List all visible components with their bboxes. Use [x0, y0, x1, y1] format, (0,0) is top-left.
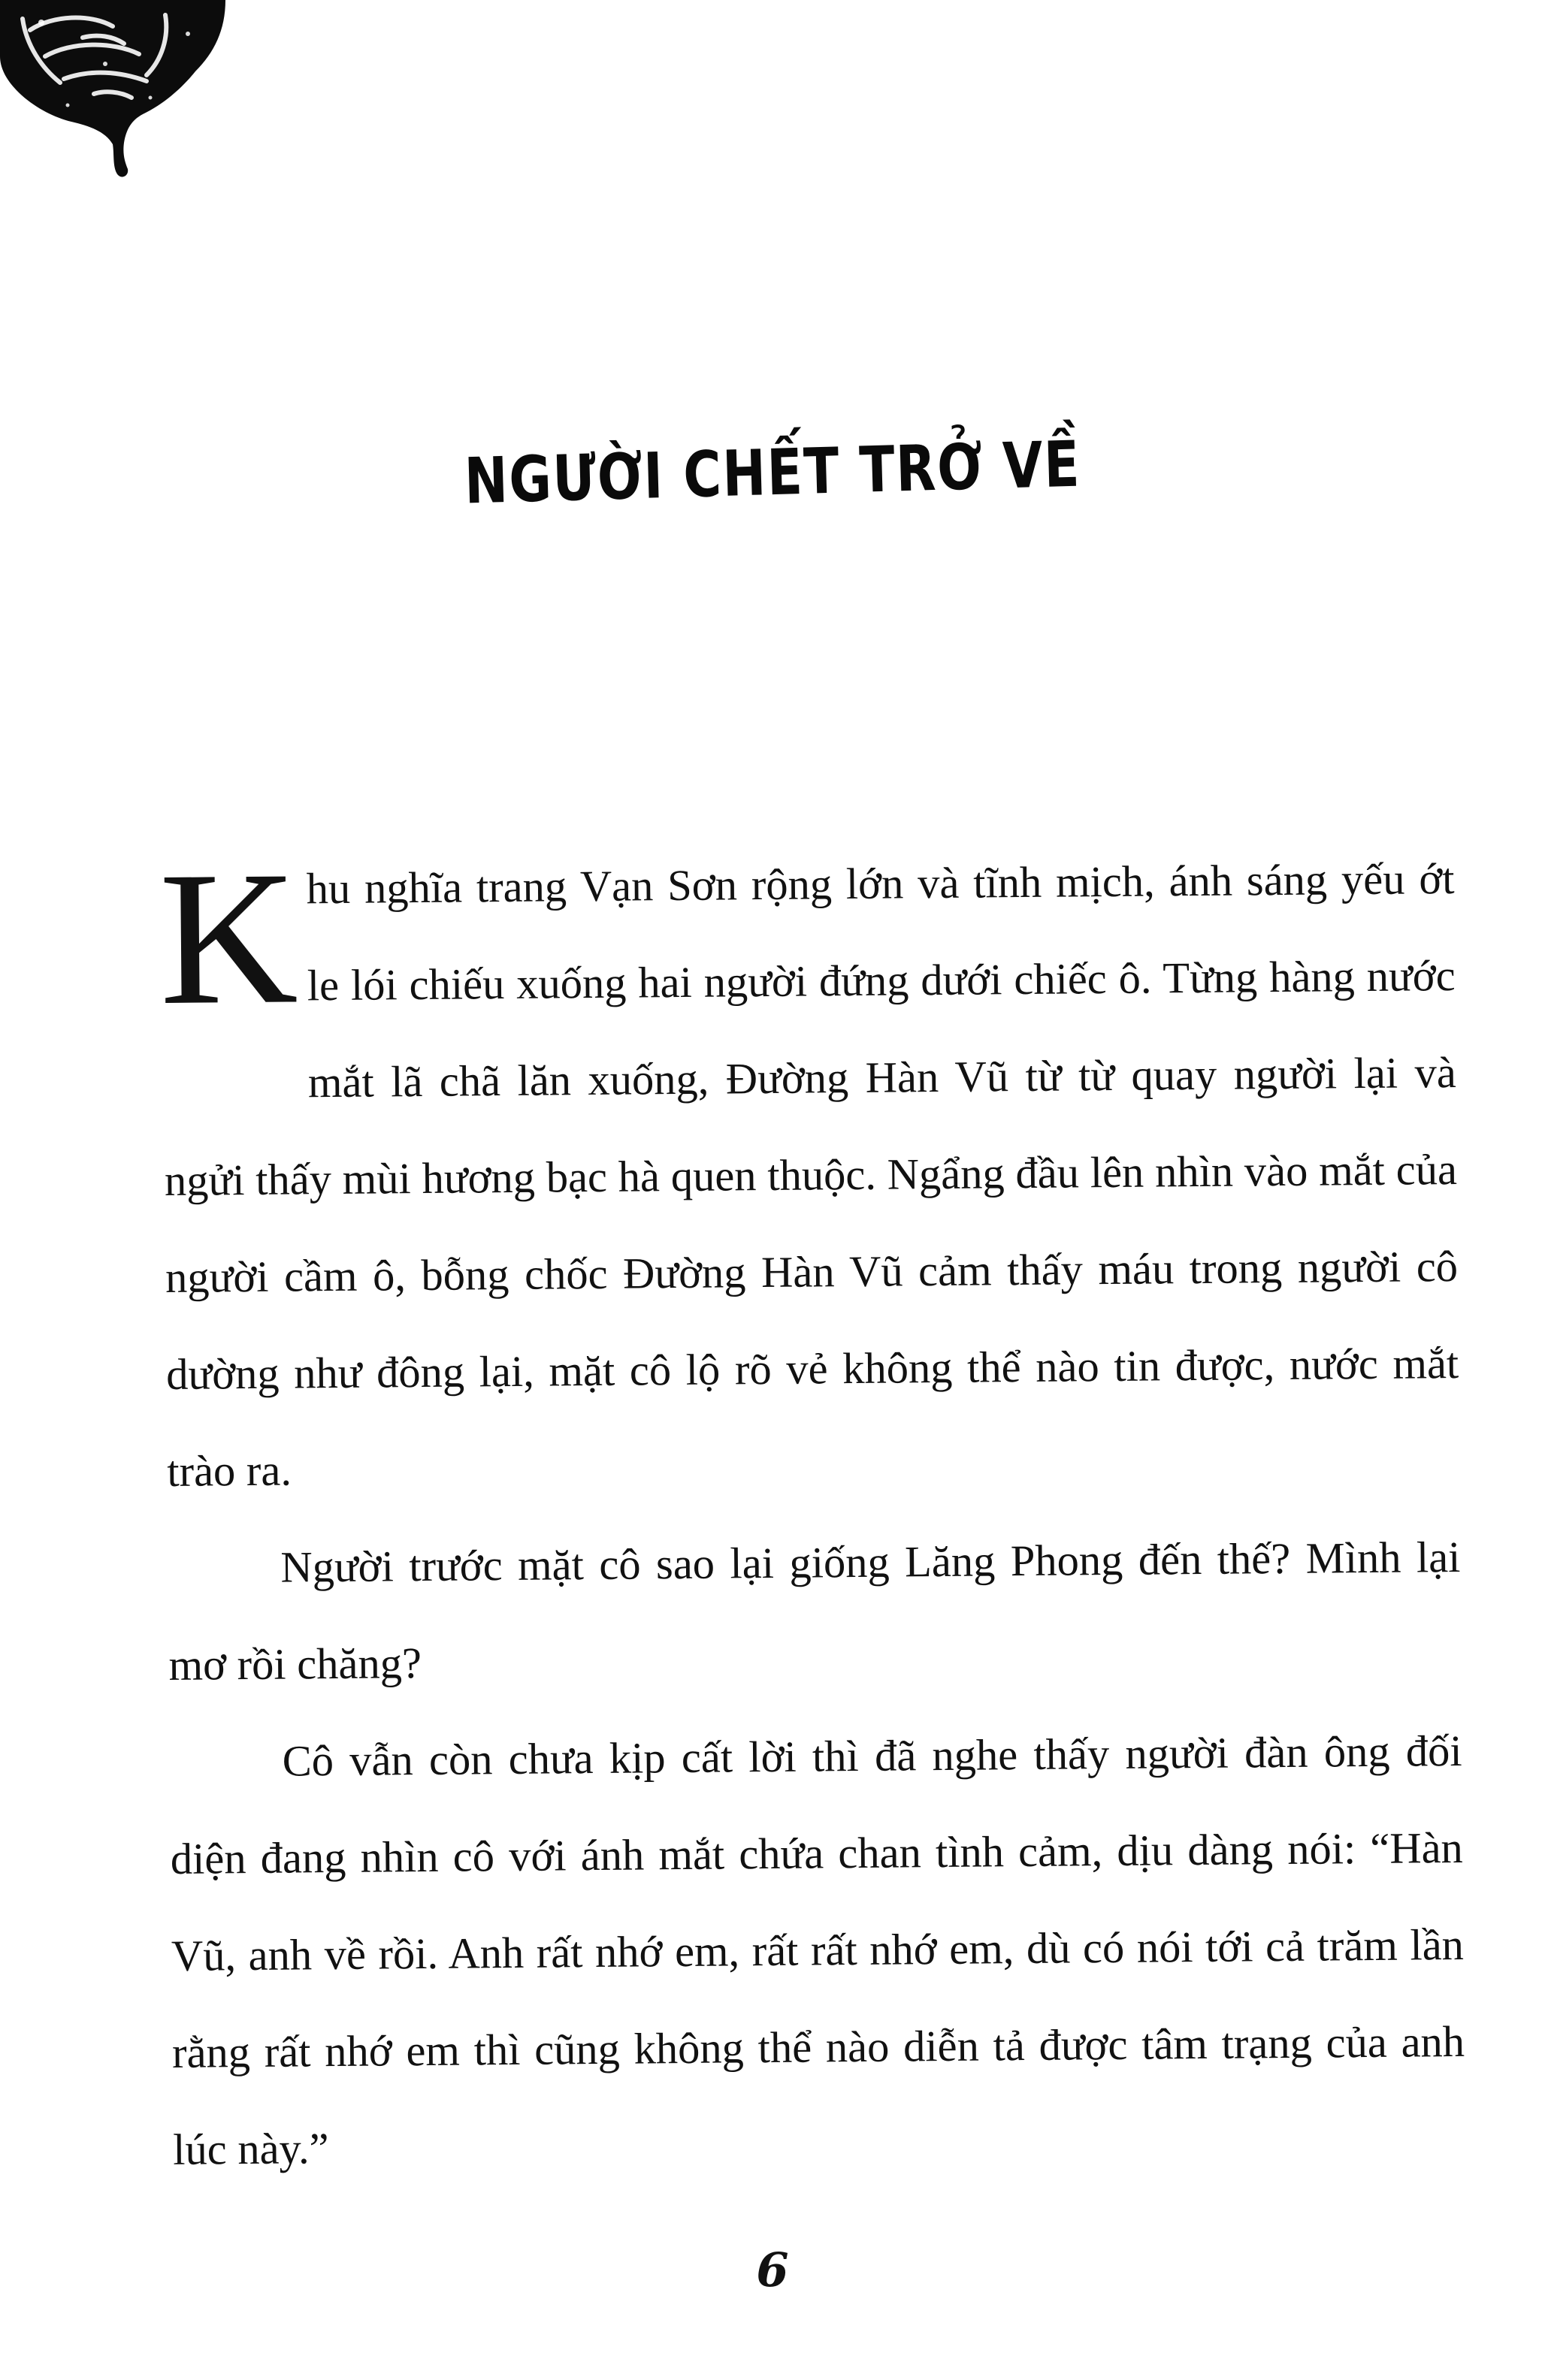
paragraph-1-text: hu nghĩa trang Vạn Sơn rộng lớn và tĩnh mịch, ánh sáng yếu ớt le lói chiếu xuống hai người đứng dưới chiếc ô. Từng hàng nước mắt lã chã lăn xuống, Đường Hàn Vũ từ từ quay người lại và ngửi thấy mùi hương bạc hà quen thuộc. Ngẩng đầu lên nhìn vào mắt của người cầm ô, bỗng chốc Đường Hàn Vũ cảm thấy máu trong người cô dường như đông lại, mặt cô lộ rõ vẻ không thể nào tin được, nước mắt trào ra.: [164, 853, 1459, 1496]
page-number: 6: [756, 2243, 789, 2297]
body-text: [158, 830, 1466, 2198]
chapter-title: NGƯỜI CHẾT TRỞ VỀ: [463, 427, 1082, 518]
paragraph-2: Người trước mặt cô sao lại giống Lăng Phong đến thế? Mình lại mơ rồi chăng?: [168, 1532, 1461, 1690]
paragraph-1: [158, 830, 1460, 1520]
ink-rose-icon: [0, 0, 240, 195]
paragraph-3: Cô vẫn còn chưa kịp cất lời thì đã nghe thấy người đàn ông đối diện đang nhìn cô với ánh mắt chứa chan tình cảm, dịu dàng nói: “Hàn Vũ, anh về rồi. Anh rất nhớ em, rất rất nhớ em, dù có nói tới cả trăm lần rằng rất nhớ em thì cũng không thể nào diễn tả được tâm trạng của anh lúc này.”: [170, 1726, 1465, 2174]
drop-cap: K: [158, 832, 299, 1046]
